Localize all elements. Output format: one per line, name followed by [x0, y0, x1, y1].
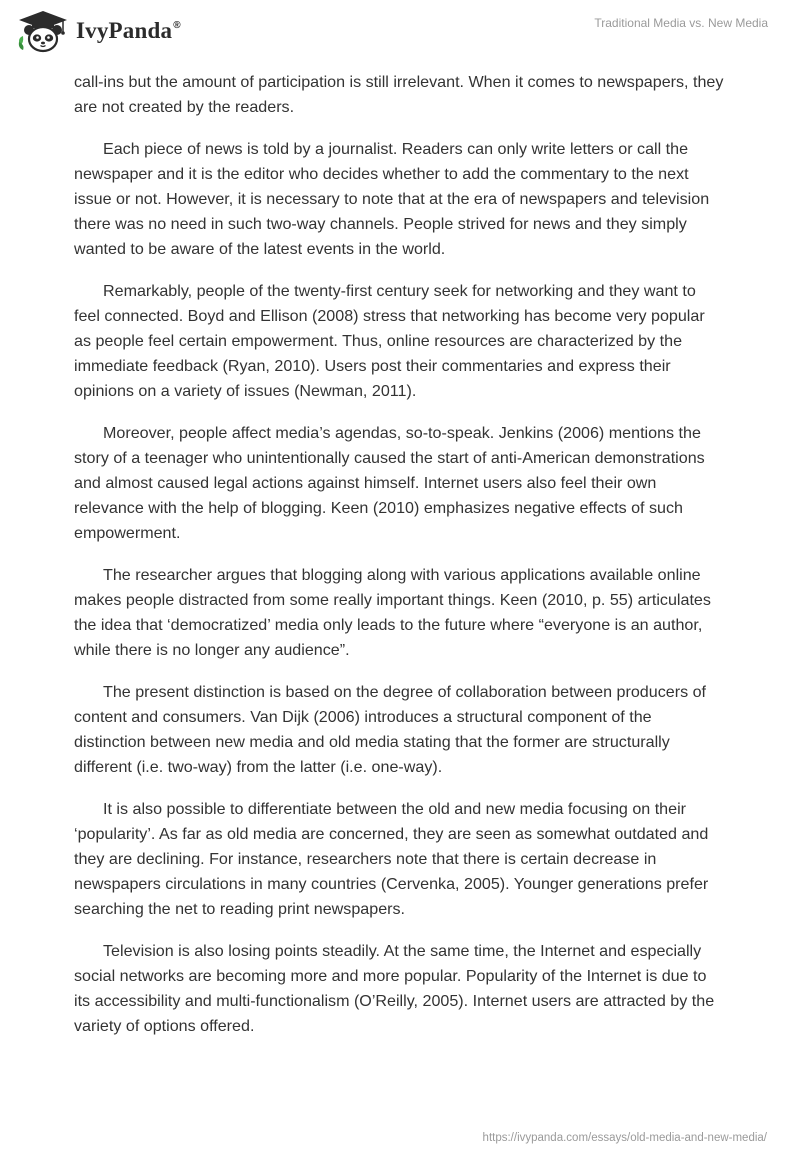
- paragraph: The researcher argues that blogging along with various applications available online makes people distracted from some really important things. Keen (2010, p. 55) articulates the idea that ‘democratized’ media only leads to the future where “everyone is an author, while there is no longer any audience”.: [74, 566, 711, 659]
- paragraph: Moreover, people affect media’s agendas, so-to-speak. Jenkins (2006) mentions the story of a teenager who unintentionally caused the start of anti-American demonstrations and almost caused legal actions against himself. Internet users also feel their own relevance with the help of blogging. Keen (2010) emphasizes negative effects of such empowerment.: [74, 424, 705, 542]
- paragraph: It is also possible to differentiate between the old and new media focusing on their ‘popularity’. As far as old media are concerned, they are seen as somewhat outdated and they are declining. For instance, researchers note that there is certain decrease in newspapers circulations in many countries (Cervenka, 2005). Younger generations prefer searching the net to reading print newspapers.: [74, 800, 709, 918]
- essay-body: [74, 70, 724, 1056]
- source-url-link[interactable]: https://ivypanda.com/essays/old-media-and-new-media/: [482, 1132, 767, 1144]
- ivypanda-logo[interactable]: [14, 8, 181, 54]
- page-header: [0, 0, 800, 70]
- paragraph-continued: call-ins but the amount of participation is still irrelevant. When it comes to newspapers, they are not created by the readers.: [74, 73, 724, 116]
- panda-graduate-icon: [14, 8, 72, 54]
- paragraph: Television is also losing points steadily. At the same time, the Internet and especially social networks are becoming more and more popular. Popularity of the Internet is due to its accessibility and multi-functionalism (O’Reilly, 2005). Internet users are attracted by the variety of options offered.: [74, 942, 715, 1035]
- brand-name: IvyPanda®: [76, 18, 181, 43]
- paragraph: Each piece of news is told by a journalist. Readers can only write letters or call the newspaper and it is the editor who decides whether to add the commentary to the next issue or not. However, it is necessary to note that at the era of newspapers and television there was no need in such two-way channels. People strived for news and they simply wanted to be aware of the latest events in the world.: [74, 140, 710, 258]
- paragraph: Remarkably, people of the twenty-first century seek for networking and they want to feel connected. Boyd and Ellison (2008) stress that networking has become very popular as people feel certain empowerment. Thus, online resources are characterized by the immediate feedback (Ryan, 2010). Users post their commentaries and express their opinions on a variety of issues (Newman, 2011).: [74, 282, 705, 400]
- document-title: Traditional Media vs. New Media: [594, 16, 768, 30]
- paragraph: The present distinction is based on the degree of collaboration between producers of content and consumers. Van Dijk (2006) introduces a structural component of the distinction between new media and old media stating that the former are structurally different (i.e. two-way) from the latter (i.e. one-way).: [74, 683, 707, 776]
- registered-mark: ®: [173, 20, 181, 31]
